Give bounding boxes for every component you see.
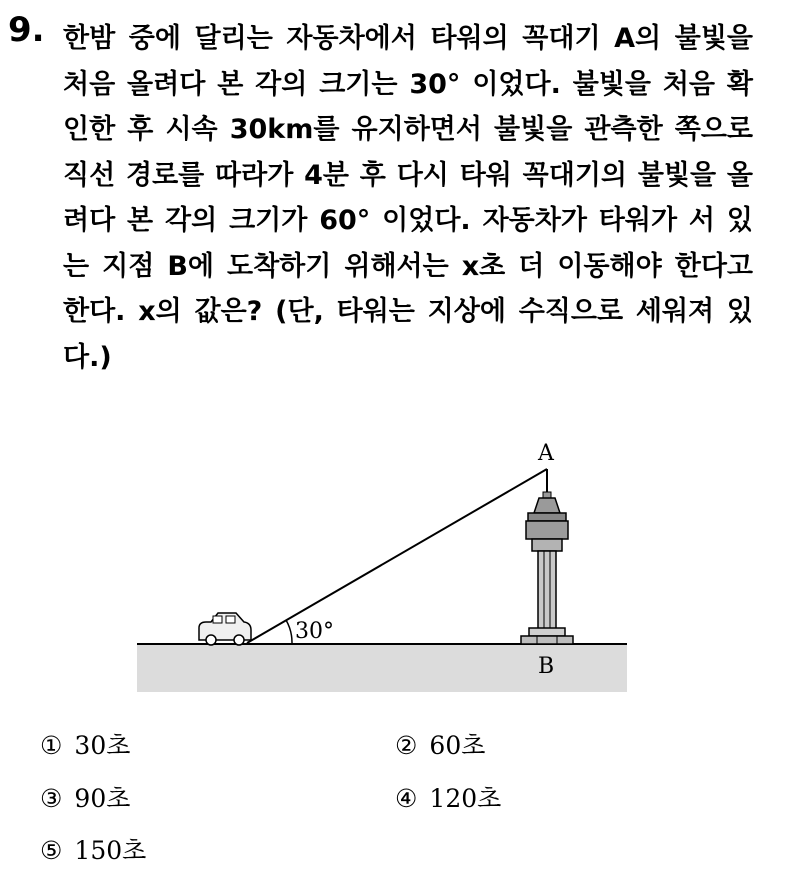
choice-5[interactable]: [40, 831, 146, 867]
point-a-label: A: [538, 441, 554, 466]
tower: [521, 469, 573, 644]
choice-1[interactable]: [40, 726, 130, 762]
choice-text: 30초: [74, 731, 131, 760]
choice-text: 60초: [429, 731, 486, 760]
angle-arc: [286, 620, 292, 643]
choice-text: 150초: [74, 836, 147, 865]
car-icon: [199, 613, 251, 645]
sight-line: [247, 469, 547, 643]
choice-2[interactable]: [395, 726, 485, 762]
choice-3[interactable]: [40, 779, 130, 815]
angle-label: 30°: [295, 619, 334, 644]
tower-figure: [135, 438, 630, 698]
problem-number: 9.: [8, 10, 45, 50]
choice-text: 90초: [74, 784, 131, 813]
choice-mark: ①: [40, 731, 63, 760]
choice-mark: ③: [40, 784, 63, 813]
problem-text: 한밤 중에 달리는 자동차에서 타워의 꼭대기 A의 불빛을 처음 올려다 본 각의 크기는 30° 이었다. 불빛을 처음 확인한 후 시속 30km를 유지하면서 불빛을 관측한 쪽으로 직선 경로를 따라가 4분 후 다시 타워 꼭대기의 불빛을 올려다 본 각의 크기가 60° 이었다. 자동차가 타워가 서 있는 지점 B에 도착하기 위해서는 x초 더 이동해야 한다고 한다. x의 값은? (단, 타워는 지상에 수직으로 세워져 있다.): [63, 23, 753, 373]
choice-4[interactable]: [395, 779, 501, 815]
choice-mark: ②: [395, 731, 418, 760]
point-b-label: B: [538, 654, 555, 679]
choice-mark: ⑤: [40, 836, 63, 865]
choice-text: 120초: [429, 784, 502, 813]
choice-mark: ④: [395, 784, 418, 813]
